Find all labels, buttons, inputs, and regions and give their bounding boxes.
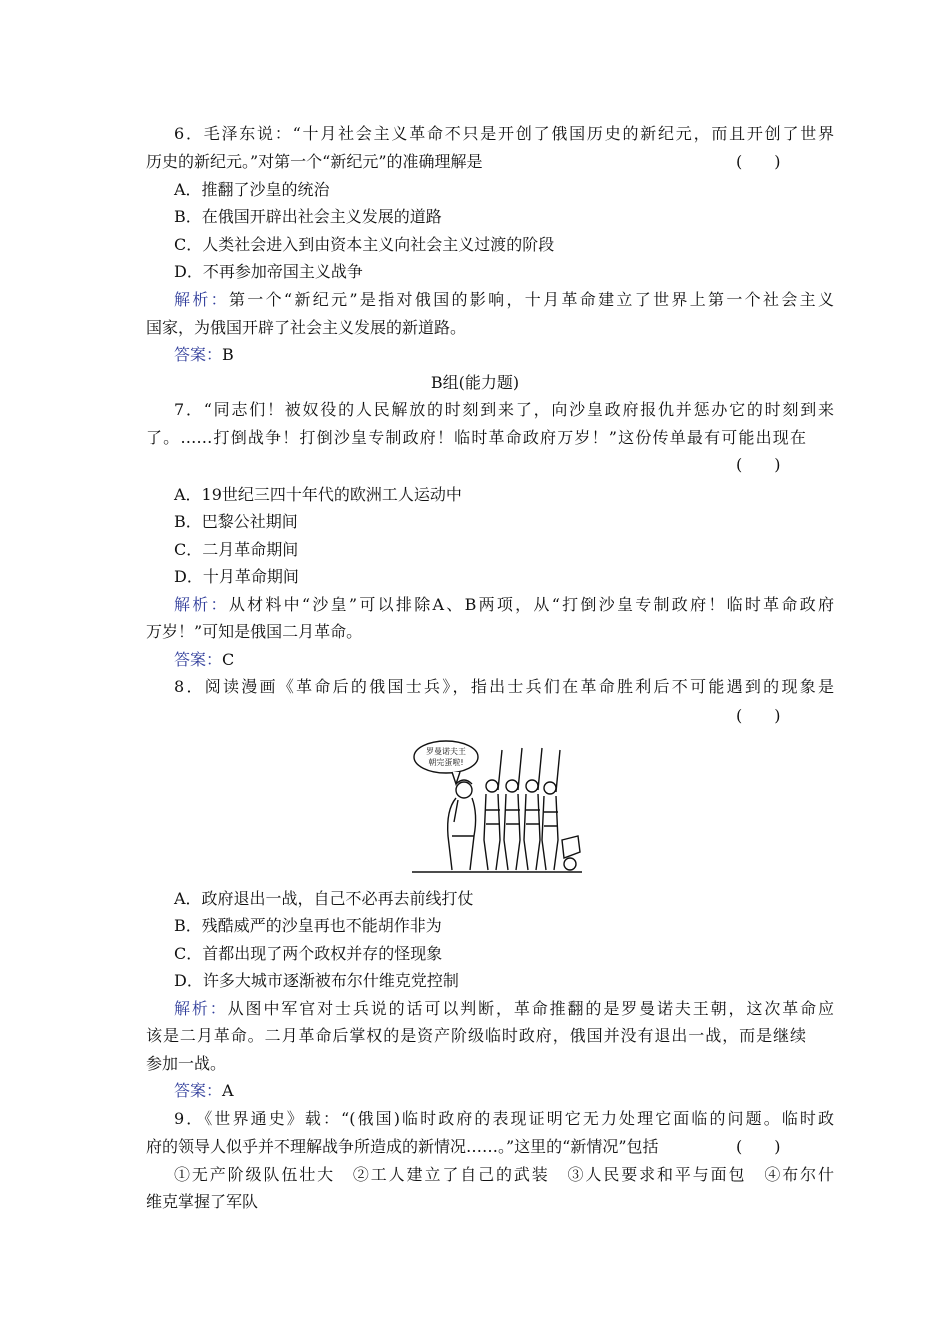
q6-analysis-line-2: 国家，为俄国开辟了社会主义发展的新道路。 bbox=[146, 318, 467, 337]
q7-analysis-line-1 bbox=[174, 595, 834, 615]
analysis-label: 解析： bbox=[174, 999, 228, 1018]
debris bbox=[562, 836, 580, 858]
bubble-line-2: 朝完蛋啦! bbox=[428, 758, 464, 767]
soldier-4 bbox=[542, 750, 560, 870]
q7-option-d: D．十月革命期间 bbox=[174, 567, 299, 586]
bubble-line-1: 罗曼诺夫王 bbox=[426, 747, 466, 756]
q7-option-c: C．二月革命期间 bbox=[174, 540, 299, 559]
q9-stem-line-1: 9．《世界通史》载：“(俄国)临时政府的表现证明它无力处理它面临的问题。临时政 bbox=[174, 1109, 834, 1128]
q6-option-c: C．人类社会进入到由资本主义向社会主义过渡的阶段 bbox=[174, 235, 555, 254]
analysis-label: 解析： bbox=[174, 595, 229, 614]
q6-option-d: D．不再参加帝国主义战争 bbox=[174, 262, 363, 281]
group-b-heading: B组(能力题) bbox=[430, 373, 520, 392]
q6-option-a: A．推翻了沙皇的统治 bbox=[174, 180, 330, 199]
answer-label: 答案： bbox=[174, 345, 223, 364]
answer-label: 答案： bbox=[174, 650, 223, 669]
q8-analysis-text-1: 从图中军官对士兵说的话可以判断，革命推翻的是罗曼诺夫王朝，这次革命应 bbox=[227, 999, 834, 1018]
q7-analysis-line-2: 万岁！”可知是俄国二月革命。 bbox=[146, 622, 363, 641]
q7-stem-line-1: 7．“同志们！被奴役的人民解放的时刻到来了，向沙皇政府报仇并惩办它的时刻到来 bbox=[174, 400, 834, 419]
q8-stem-line-1: 8．阅读漫画《革命后的俄国士兵》，指出士兵们在革命胜利后不可能遇到的现象是 bbox=[174, 677, 834, 696]
q8-analysis-line-1 bbox=[174, 999, 834, 1019]
q8-analysis-line-2: 该是二月革命。二月革命后掌权的是资产阶级临时政府，俄国并没有退出一战，而是继续 bbox=[146, 1026, 806, 1045]
q6-stem-line-1: 6．毛泽东说：“十月社会主义革命不只是开创了俄国历史的新纪元，而且开创了世界 bbox=[174, 124, 834, 143]
q8-option-c: C．首都出现了两个政权并存的怪现象 bbox=[174, 944, 443, 963]
q9-answer-paren: ( ) bbox=[736, 1137, 781, 1156]
q6-stem-line-2: 历史的新纪元。”对第一个“新纪元”的准确理解是 bbox=[146, 152, 483, 171]
q8-option-b: B．残酷威严的沙皇再也不能胡作非为 bbox=[174, 916, 442, 935]
q8-analysis-line-3: 参加一战。 bbox=[146, 1054, 227, 1073]
q8-option-d: D．许多大城市逐渐被布尔什维克党控制 bbox=[174, 971, 459, 990]
q8-answer-line bbox=[174, 1081, 834, 1101]
q9-items-line-1: ①无产阶级队伍壮大 ②工人建立了自己的武装 ③人民要求和平与面包 ④布尔什 bbox=[174, 1165, 834, 1184]
q7-answer-paren: ( ) bbox=[736, 455, 781, 474]
q6-analysis-text-1: 第一个“新纪元”是指对俄国的影响，十月革命建立了世界上第一个社会主义 bbox=[228, 290, 834, 309]
q7-option-a: A．19世纪三四十年代的欧洲工人运动中 bbox=[174, 485, 462, 504]
q6-option-b: B．在俄国开辟出社会主义发展的道路 bbox=[174, 207, 442, 226]
q7-answer: C bbox=[222, 650, 235, 669]
q7-option-b: B．巴黎公社期间 bbox=[174, 512, 298, 531]
soldier-3 bbox=[524, 748, 542, 870]
analysis-label: 解析： bbox=[174, 290, 229, 309]
soldiers-cartoon bbox=[412, 740, 582, 874]
answer-label: 答案： bbox=[174, 1081, 223, 1100]
q9-items-line-2: 维克掌握了军队 bbox=[146, 1192, 259, 1211]
speech-bubble bbox=[414, 741, 478, 773]
q6-answer: B bbox=[222, 345, 234, 364]
q6-answer-paren: ( ) bbox=[736, 152, 781, 171]
q6-analysis-line-1 bbox=[174, 290, 834, 310]
q8-answer: A bbox=[222, 1081, 234, 1100]
q7-answer-line bbox=[174, 650, 834, 670]
q7-analysis-text-1: 从材料中“沙皇”可以排除A、B两项，从“打倒沙皇专制政府！临时革命政府 bbox=[228, 595, 834, 614]
soldier-1 bbox=[484, 750, 502, 870]
soldier-2 bbox=[504, 748, 522, 870]
q8-option-a: A．政府退出一战，自己不必再去前线打仗 bbox=[174, 889, 474, 908]
q8-answer-paren: ( ) bbox=[736, 706, 781, 725]
q6-answer-line bbox=[174, 345, 834, 365]
q7-stem-line-2: 了。……打倒战争！打倒沙皇专制政府！临时革命政府万岁！”这份传单最有可能出现在 bbox=[146, 428, 806, 447]
q9-stem-line-2: 府的领导人似乎并不理解战争所造成的新情况……。”这里的“新情况”包括 bbox=[146, 1137, 659, 1156]
